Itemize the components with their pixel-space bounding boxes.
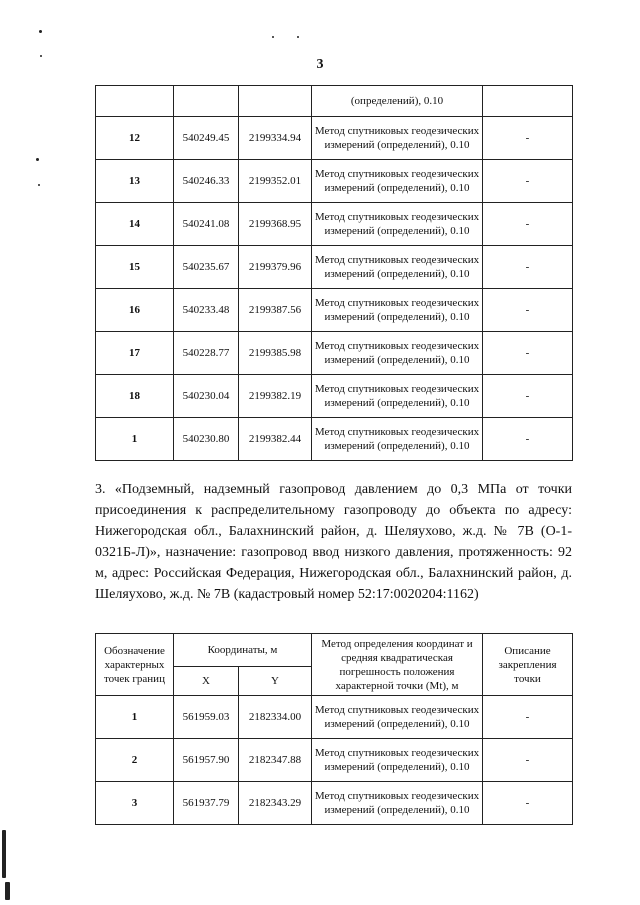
cell-point: 17 bbox=[96, 332, 174, 375]
coordinates-table-body bbox=[96, 696, 573, 825]
scan-mark bbox=[297, 36, 299, 38]
cell-y: 2199382.19 bbox=[239, 375, 312, 418]
scan-mark bbox=[39, 30, 42, 33]
cell-description: - bbox=[483, 696, 573, 739]
cell-y: 2199352.01 bbox=[239, 160, 312, 203]
cell-point: 16 bbox=[96, 289, 174, 332]
cell-method: Метод спутниковых геодезических измерений (определений), 0.10 bbox=[312, 289, 483, 332]
cell-method: Метод спутниковых геодезических измерений (определений), 0.10 bbox=[312, 246, 483, 289]
cell-description: - bbox=[483, 332, 573, 375]
table-row bbox=[96, 375, 573, 418]
cell-method: Метод спутниковых геодезических измерений (определений), 0.10 bbox=[312, 375, 483, 418]
cell-method: Метод спутниковых геодезических измерений (определений), 0.10 bbox=[312, 418, 483, 461]
cell-description: - bbox=[483, 203, 573, 246]
table-row bbox=[96, 418, 573, 461]
cell-y: 2199334.94 bbox=[239, 117, 312, 160]
cell-point: 12 bbox=[96, 117, 174, 160]
header-coordinates: Координаты, м bbox=[174, 634, 312, 667]
cell-y: 2182343.29 bbox=[239, 782, 312, 825]
table-row-continuation bbox=[96, 86, 573, 117]
header-x: X bbox=[174, 667, 239, 696]
header-points: Обозначение характерных точек границ bbox=[96, 634, 174, 696]
cell-description: - bbox=[483, 739, 573, 782]
scan-edge-mark bbox=[5, 882, 10, 900]
table-row bbox=[96, 782, 573, 825]
cell-description: - bbox=[483, 117, 573, 160]
cell-method: Метод спутниковых геодезических измерений (определений), 0.10 bbox=[312, 203, 483, 246]
table-header bbox=[96, 634, 573, 696]
cell-description: - bbox=[483, 160, 573, 203]
cell-description: - bbox=[483, 289, 573, 332]
cell-y: 2199379.96 bbox=[239, 246, 312, 289]
header-y: Y bbox=[239, 667, 312, 696]
cell-x bbox=[174, 86, 239, 117]
cell-x: 540230.80 bbox=[174, 418, 239, 461]
cell-point: 18 bbox=[96, 375, 174, 418]
coordinates-table-continued bbox=[95, 85, 573, 461]
cell-y: 2199368.95 bbox=[239, 203, 312, 246]
cell-method: Метод спутниковых геодезических измерений (определений), 0.10 bbox=[312, 332, 483, 375]
cell-method: Метод спутниковых геодезических измерений (определений), 0.10 bbox=[312, 160, 483, 203]
cell-description: - bbox=[483, 418, 573, 461]
coordinates-table-body bbox=[96, 86, 573, 461]
header-description: Описание закрепления точки bbox=[483, 634, 573, 696]
cell-y: 2182347.88 bbox=[239, 739, 312, 782]
header-row bbox=[96, 634, 573, 667]
cell-point: 15 bbox=[96, 246, 174, 289]
scan-mark bbox=[36, 158, 39, 161]
cell-x: 540233.48 bbox=[174, 289, 239, 332]
cell-point: 3 bbox=[96, 782, 174, 825]
cell-description bbox=[483, 86, 573, 117]
cell-x: 540228.77 bbox=[174, 332, 239, 375]
cell-x: 561937.79 bbox=[174, 782, 239, 825]
cell-y: 2199387.56 bbox=[239, 289, 312, 332]
cell-point: 14 bbox=[96, 203, 174, 246]
cell-description: - bbox=[483, 782, 573, 825]
cell-x: 540230.04 bbox=[174, 375, 239, 418]
table-row bbox=[96, 332, 573, 375]
cell-x: 540235.67 bbox=[174, 246, 239, 289]
cell-method: (определений), 0.10 bbox=[312, 86, 483, 117]
cell-description: - bbox=[483, 375, 573, 418]
cell-y: 2182334.00 bbox=[239, 696, 312, 739]
scan-edge-mark bbox=[2, 830, 6, 878]
table-row bbox=[96, 117, 573, 160]
cell-point: 1 bbox=[96, 696, 174, 739]
cell-point bbox=[96, 86, 174, 117]
cell-y bbox=[239, 86, 312, 117]
table-row bbox=[96, 203, 573, 246]
cell-point: 2 bbox=[96, 739, 174, 782]
cell-point: 13 bbox=[96, 160, 174, 203]
coordinates-table bbox=[95, 633, 573, 825]
cell-x: 540246.33 bbox=[174, 160, 239, 203]
table-row bbox=[96, 246, 573, 289]
header-method: Метод определения координат и средняя квадратическая погрешность положения характерной точки (Mt), м bbox=[312, 634, 483, 696]
table-row bbox=[96, 739, 573, 782]
cell-method: Метод спутниковых геодезических измерений (определений), 0.10 bbox=[312, 117, 483, 160]
scan-mark bbox=[272, 36, 274, 38]
cell-x: 540241.08 bbox=[174, 203, 239, 246]
cell-method: Метод спутниковых геодезических измерений (определений), 0.10 bbox=[312, 696, 483, 739]
table-row bbox=[96, 160, 573, 203]
table-row bbox=[96, 696, 573, 739]
cell-x: 561957.90 bbox=[174, 739, 239, 782]
table-row bbox=[96, 289, 573, 332]
page-number: 3 bbox=[316, 57, 324, 72]
cell-method: Метод спутниковых геодезических измерений (определений), 0.10 bbox=[312, 739, 483, 782]
object-description-paragraph: 3. «Подземный, надземный газопровод давлением до 0,3 МПа от точки присоединения к распределительному газопроводу до объекта по адресу: Нижегородская обл., Балахнинский район, д. Шеляухово, ж.д. № 7В (О-1-0321Б-Л)», назначение: газопровод ввод низкого давления, протяженность: 92 м, адрес: Российская Федерация, Нижегородская обл., Балахнинский район, д. Шеляухово, ж.д. № 7В (кадастровый номер 52:17:0020204:1162) bbox=[95, 482, 572, 602]
cell-point: 1 bbox=[96, 418, 174, 461]
scan-mark bbox=[38, 184, 40, 186]
cell-y: 2199382.44 bbox=[239, 418, 312, 461]
cell-x: 540249.45 bbox=[174, 117, 239, 160]
cell-x: 561959.03 bbox=[174, 696, 239, 739]
cell-method: Метод спутниковых геодезических измерений (определений), 0.10 bbox=[312, 782, 483, 825]
cell-description: - bbox=[483, 246, 573, 289]
cell-y: 2199385.98 bbox=[239, 332, 312, 375]
